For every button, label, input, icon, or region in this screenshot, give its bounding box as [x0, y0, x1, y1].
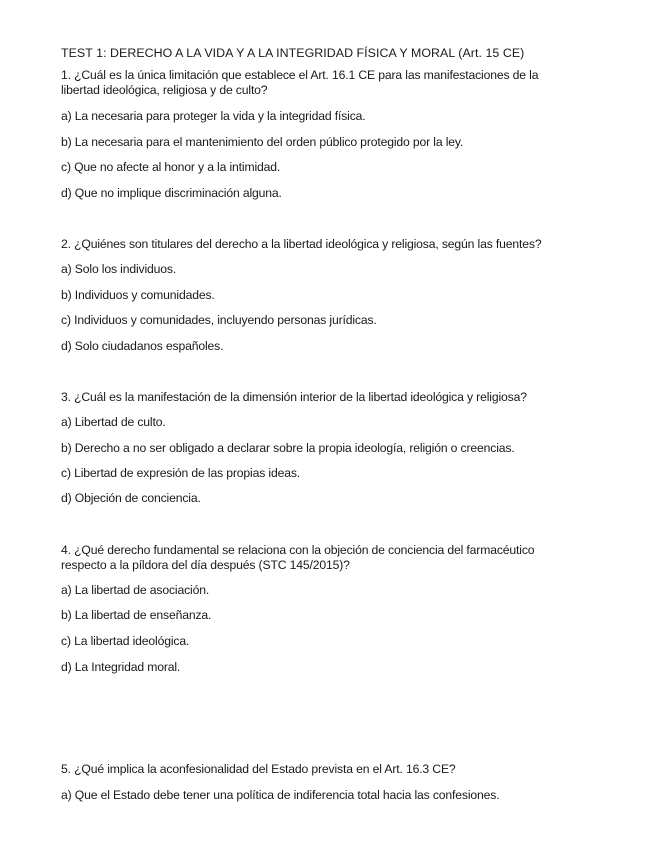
question-5-stem-line-1: 5. ¿Qué implica la aconfesionalidad del Estado prevista en el Art. 16.3 CE? — [61, 762, 456, 776]
question-3-option-b: b) Derecho a no ser obligado a declarar sobre la propia ideología, religión o creencias. — [61, 441, 515, 455]
question-3-option-a: a) Libertad de culto. — [61, 415, 166, 429]
question-1-stem-line-2: libertad ideológica, religiosa y de culto? — [61, 83, 268, 97]
question-3-option-c: c) Libertad de expresión de las propias ideas. — [61, 466, 301, 480]
question-4-option-a: a) La libertad de asociación. — [61, 583, 210, 597]
question-1-option-a: a) La necesaria para proteger la vida y la integridad física. — [61, 109, 366, 123]
question-4-stem-line-2: respecto a la píldora del día después (STC 145/2015)? — [61, 558, 350, 572]
question-2-option-d: d) Solo ciudadanos españoles. — [61, 339, 224, 353]
question-2-stem-line-1: 2. ¿Quiénes son titulares del derecho a la libertad ideológica y religiosa, según las fuentes? — [61, 237, 542, 251]
question-1-option-d: d) Que no implique discriminación alguna. — [61, 186, 282, 200]
question-1-stem-line-1: 1. ¿Cuál es la única limitación que establece el Art. 16.1 CE para las manifestaciones de la — [61, 68, 539, 82]
question-1-option-b: b) La necesaria para el mantenimiento del orden público protegido por la ley. — [61, 135, 464, 149]
question-3-option-d: d) Objeción de conciencia. — [61, 491, 201, 505]
test-title: TEST 1: DERECHO A LA VIDA Y A LA INTEGRIDAD FÍSICA Y MORAL (Art. 15 CE) — [61, 46, 525, 60]
question-4-stem-line-1: 4. ¿Qué derecho fundamental se relaciona con la objeción de conciencia del farmacéutico — [61, 543, 535, 557]
question-3-stem-line-1: 3. ¿Cuál es la manifestación de la dimensión interior de la libertad ideológica y religiosa? — [61, 390, 527, 404]
question-2-option-c: c) Individuos y comunidades, incluyendo personas jurídicas. — [61, 313, 377, 327]
question-4-option-d: d) La Integridad moral. — [61, 660, 181, 674]
question-4-option-c: c) La libertad ideológica. — [61, 634, 190, 648]
question-2-option-a: a) Solo los individuos. — [61, 262, 177, 276]
question-4-option-b: b) La libertad de enseñanza. — [61, 608, 212, 622]
question-1-option-c: c) Que no afecte al honor y a la intimidad. — [61, 160, 281, 174]
question-2-option-b: b) Individuos y comunidades. — [61, 288, 215, 302]
question-5-option-a: a) Que el Estado debe tener una política de indiferencia total hacia las confesiones. — [61, 788, 500, 802]
